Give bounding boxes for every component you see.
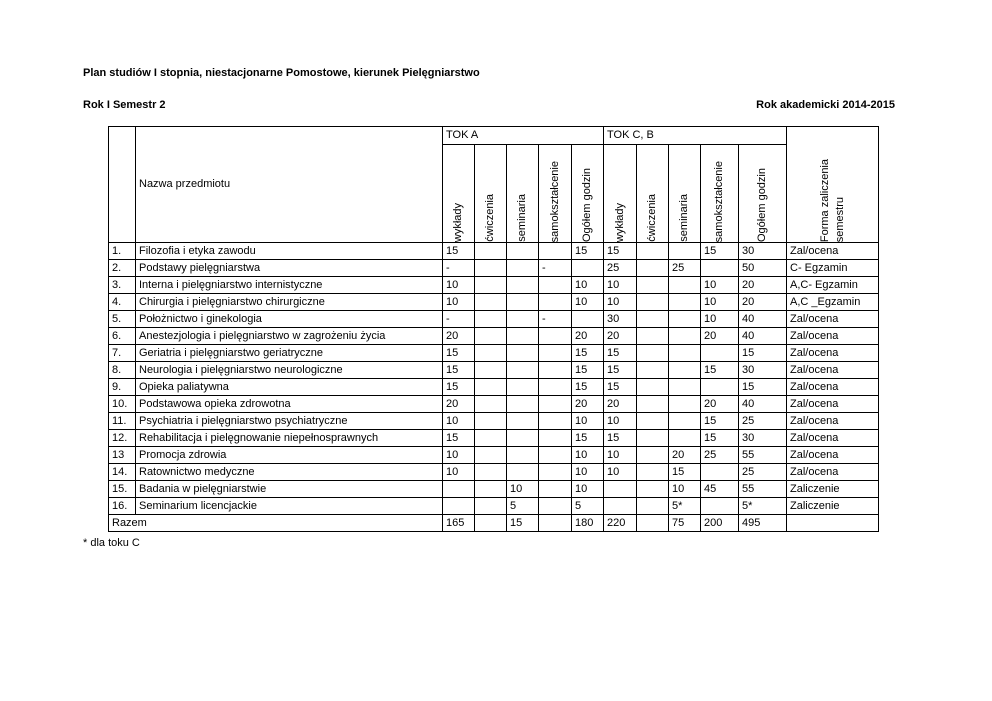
cell-cb-4: 55 xyxy=(739,447,787,464)
cell-a-3 xyxy=(539,294,572,311)
col-header-a-ogolem: Ogółem godzin xyxy=(572,145,604,243)
cell-a-3 xyxy=(539,481,572,498)
cell-cb-3 xyxy=(701,379,739,396)
cell-cb-1 xyxy=(637,345,669,362)
cell-a-3: - xyxy=(539,260,572,277)
cell-cb-1 xyxy=(637,260,669,277)
cell-cb-4: 30 xyxy=(739,243,787,260)
cell-cb-0: 15 xyxy=(604,379,637,396)
cell-a-2 xyxy=(507,243,539,260)
cell-cb-2: 5* xyxy=(669,498,701,515)
cell-cb-0: 10 xyxy=(604,294,637,311)
cell-cb-1 xyxy=(637,277,669,294)
subject-name: Filozofia i etyka zawodu xyxy=(136,243,443,260)
cell-cb-0: 20 xyxy=(604,328,637,345)
cell-a-0: 10 xyxy=(443,413,475,430)
table-row xyxy=(109,260,879,277)
cell-cb-4: 40 xyxy=(739,328,787,345)
col-header-cb-seminaria: seminaria xyxy=(669,145,701,243)
table-row xyxy=(109,294,879,311)
cell-a-3 xyxy=(539,277,572,294)
subject-name: Rehabilitacja i pielęgnowanie niepełnosprawnych xyxy=(136,430,443,447)
cell-cb-4: 30 xyxy=(739,362,787,379)
total-a-2: 15 xyxy=(507,515,539,532)
group-cb-header: TOK C, B xyxy=(604,127,787,145)
form-of-credit: Zal/ocena xyxy=(787,328,879,345)
cell-cb-3: 45 xyxy=(701,481,739,498)
cell-cb-2 xyxy=(669,379,701,396)
subject-name: Seminarium licencjackie xyxy=(136,498,443,515)
cell-cb-1 xyxy=(637,464,669,481)
row-number: 3. xyxy=(109,277,136,294)
cell-cb-4: 30 xyxy=(739,430,787,447)
cell-a-0: 10 xyxy=(443,277,475,294)
form-of-credit: Zal/ocena xyxy=(787,379,879,396)
cell-cb-0: 10 xyxy=(604,413,637,430)
cell-cb-1 xyxy=(637,311,669,328)
table-row xyxy=(109,328,879,345)
cell-a-2 xyxy=(507,277,539,294)
cell-cb-2: 20 xyxy=(669,447,701,464)
total-cb-0: 220 xyxy=(604,515,637,532)
cell-a-0 xyxy=(443,498,475,515)
header-number-cell xyxy=(109,127,136,243)
cell-cb-1 xyxy=(637,362,669,379)
cell-cb-0: 20 xyxy=(604,396,637,413)
subject-name: Neurologia i pielęgniarstwo neurologiczne xyxy=(136,362,443,379)
cell-a-1 xyxy=(475,277,507,294)
cell-cb-1 xyxy=(637,447,669,464)
cell-a-0: 10 xyxy=(443,294,475,311)
col-header-cb-wyklady: wykłady xyxy=(604,145,637,243)
cell-cb-1 xyxy=(637,498,669,515)
col-header-a-wyklady: wykłady xyxy=(443,145,475,243)
cell-cb-0 xyxy=(604,481,637,498)
table-row xyxy=(109,498,879,515)
cell-a-3 xyxy=(539,345,572,362)
cell-a-1 xyxy=(475,243,507,260)
cell-a-3 xyxy=(539,430,572,447)
cell-a-0: 15 xyxy=(443,345,475,362)
cell-cb-1 xyxy=(637,294,669,311)
cell-a-2 xyxy=(507,362,539,379)
cell-a-2: 5 xyxy=(507,498,539,515)
cell-a-4: 15 xyxy=(572,362,604,379)
cell-a-3 xyxy=(539,413,572,430)
cell-cb-4: 15 xyxy=(739,345,787,362)
cell-cb-3: 10 xyxy=(701,311,739,328)
subject-name: Opieka paliatywna xyxy=(136,379,443,396)
cell-a-1 xyxy=(475,379,507,396)
total-form xyxy=(787,515,879,532)
cell-a-0: 20 xyxy=(443,328,475,345)
cell-a-2 xyxy=(507,396,539,413)
cell-a-4: 15 xyxy=(572,379,604,396)
semester-label: Rok I Semestr 2 xyxy=(83,99,166,111)
table-row xyxy=(109,413,879,430)
row-number: 1. xyxy=(109,243,136,260)
cell-cb-2: 15 xyxy=(669,464,701,481)
cell-cb-0: 10 xyxy=(604,464,637,481)
cell-cb-4: 40 xyxy=(739,311,787,328)
cell-cb-0: 10 xyxy=(604,277,637,294)
cell-cb-4: 15 xyxy=(739,379,787,396)
table-row xyxy=(109,464,879,481)
cell-a-4: 15 xyxy=(572,243,604,260)
total-a-1 xyxy=(475,515,507,532)
subject-name: Ratownictwo medyczne xyxy=(136,464,443,481)
form-header xyxy=(787,127,879,243)
form-of-credit: A,C- Egzamin xyxy=(787,277,879,294)
cell-cb-4: 50 xyxy=(739,260,787,277)
row-number: 15. xyxy=(109,481,136,498)
cell-a-1 xyxy=(475,328,507,345)
table-row xyxy=(109,396,879,413)
col-header-a-samoksztalcenie: samokształcenie xyxy=(539,145,572,243)
subject-name: Geriatria i pielęgniarstwo geriatryczne xyxy=(136,345,443,362)
cell-a-1 xyxy=(475,311,507,328)
table-row xyxy=(109,447,879,464)
cell-cb-3: 25 xyxy=(701,447,739,464)
cell-a-2: 10 xyxy=(507,481,539,498)
cell-cb-3: 15 xyxy=(701,243,739,260)
cell-a-4: 10 xyxy=(572,413,604,430)
cell-a-3: - xyxy=(539,311,572,328)
cell-a-0: 10 xyxy=(443,464,475,481)
form-of-credit: Zal/ocena xyxy=(787,413,879,430)
cell-a-3 xyxy=(539,464,572,481)
table-row xyxy=(109,277,879,294)
form-of-credit: Zal/ocena xyxy=(787,430,879,447)
form-of-credit: Zal/ocena xyxy=(787,464,879,481)
cell-a-0: 15 xyxy=(443,430,475,447)
cell-a-1 xyxy=(475,396,507,413)
cell-cb-2 xyxy=(669,413,701,430)
cell-a-4: 10 xyxy=(572,294,604,311)
cell-cb-0: 15 xyxy=(604,362,637,379)
cell-a-0: 15 xyxy=(443,243,475,260)
cell-a-1 xyxy=(475,430,507,447)
row-number: 7. xyxy=(109,345,136,362)
row-number: 4. xyxy=(109,294,136,311)
cell-cb-1 xyxy=(637,243,669,260)
row-number: 9. xyxy=(109,379,136,396)
cell-cb-0: 25 xyxy=(604,260,637,277)
cell-a-1 xyxy=(475,413,507,430)
cell-cb-4: 20 xyxy=(739,277,787,294)
row-number: 12. xyxy=(109,430,136,447)
subject-name: Anestezjologia i pielęgniarstwo w zagrożeniu życia xyxy=(136,328,443,345)
cell-cb-3: 15 xyxy=(701,362,739,379)
group-a-header: TOK A xyxy=(443,127,604,145)
cell-a-4 xyxy=(572,260,604,277)
cell-cb-3: 15 xyxy=(701,430,739,447)
form-of-credit: Zal/ocena xyxy=(787,243,879,260)
subject-name: Chirurgia i pielęgniarstwo chirurgiczne xyxy=(136,294,443,311)
table-row xyxy=(109,481,879,498)
cell-cb-0 xyxy=(604,498,637,515)
form-of-credit: Zaliczenie xyxy=(787,498,879,515)
cell-a-1 xyxy=(475,345,507,362)
cell-cb-3: 10 xyxy=(701,294,739,311)
cell-a-2 xyxy=(507,464,539,481)
form-of-credit: Zal/ocena xyxy=(787,396,879,413)
table-row xyxy=(109,311,879,328)
cell-a-4: 15 xyxy=(572,345,604,362)
cell-cb-3: 20 xyxy=(701,396,739,413)
form-of-credit: Zal/ocena xyxy=(787,345,879,362)
cell-cb-0: 30 xyxy=(604,311,637,328)
row-number: 14. xyxy=(109,464,136,481)
cell-cb-2: 25 xyxy=(669,260,701,277)
cell-a-2 xyxy=(507,379,539,396)
footnote: * dla toku C xyxy=(83,537,140,549)
cell-a-2 xyxy=(507,345,539,362)
col-header-cb-samoksztalcenie: samokształcenie xyxy=(701,145,739,243)
academic-year-label: Rok akademicki 2014-2015 xyxy=(756,99,895,111)
cell-a-0: 20 xyxy=(443,396,475,413)
subject-name: Położnictwo i ginekologia xyxy=(136,311,443,328)
total-label: Razem xyxy=(109,515,443,532)
cell-a-4: 10 xyxy=(572,464,604,481)
subject-name: Podstawy pielęgniarstwa xyxy=(136,260,443,277)
cell-a-0: 10 xyxy=(443,447,475,464)
cell-a-1 xyxy=(475,447,507,464)
row-number: 13 xyxy=(109,447,136,464)
cell-a-1 xyxy=(475,481,507,498)
cell-a-4 xyxy=(572,311,604,328)
row-number: 10. xyxy=(109,396,136,413)
cell-a-0: 15 xyxy=(443,362,475,379)
cell-a-0: - xyxy=(443,260,475,277)
table-row xyxy=(109,362,879,379)
row-number: 6. xyxy=(109,328,136,345)
cell-a-2 xyxy=(507,430,539,447)
cell-a-3 xyxy=(539,362,572,379)
total-cb-1 xyxy=(637,515,669,532)
form-of-credit: Zaliczenie xyxy=(787,481,879,498)
form-of-credit: C- Egzamin xyxy=(787,260,879,277)
total-a-0: 165 xyxy=(443,515,475,532)
cell-cb-3 xyxy=(701,345,739,362)
row-number: 8. xyxy=(109,362,136,379)
row-number: 11. xyxy=(109,413,136,430)
cell-cb-3: 15 xyxy=(701,413,739,430)
table-row xyxy=(109,243,879,260)
cell-a-1 xyxy=(475,498,507,515)
cell-a-1 xyxy=(475,362,507,379)
form-header-line1: Forma zaliczenia xyxy=(818,158,831,242)
cell-cb-2 xyxy=(669,294,701,311)
cell-cb-3 xyxy=(701,260,739,277)
total-a-4: 180 xyxy=(572,515,604,532)
cell-cb-0: 15 xyxy=(604,430,637,447)
form-of-credit: A,C _Egzamin xyxy=(787,294,879,311)
row-number: 5. xyxy=(109,311,136,328)
cell-a-4: 15 xyxy=(572,430,604,447)
cell-cb-1 xyxy=(637,430,669,447)
cell-cb-4: 20 xyxy=(739,294,787,311)
table-row xyxy=(109,345,879,362)
cell-a-0: 15 xyxy=(443,379,475,396)
subject-name: Promocja zdrowia xyxy=(136,447,443,464)
cell-cb-2: 10 xyxy=(669,481,701,498)
cell-cb-2 xyxy=(669,345,701,362)
table-row xyxy=(109,430,879,447)
cell-a-2 xyxy=(507,294,539,311)
cell-a-1 xyxy=(475,294,507,311)
cell-a-3 xyxy=(539,447,572,464)
total-row xyxy=(109,515,879,532)
cell-cb-1 xyxy=(637,413,669,430)
cell-cb-2 xyxy=(669,430,701,447)
cell-a-0 xyxy=(443,481,475,498)
cell-a-1 xyxy=(475,464,507,481)
cell-a-3 xyxy=(539,328,572,345)
col-header-cb-ogolem: Ogółem godzin xyxy=(739,145,787,243)
cell-a-0: - xyxy=(443,311,475,328)
cell-a-2 xyxy=(507,328,539,345)
total-cb-2: 75 xyxy=(669,515,701,532)
cell-cb-4: 55 xyxy=(739,481,787,498)
col-header-a-cwiczenia: ćwiczenia xyxy=(475,145,507,243)
cell-a-1 xyxy=(475,260,507,277)
cell-a-3 xyxy=(539,379,572,396)
total-a-3 xyxy=(539,515,572,532)
cell-cb-3 xyxy=(701,498,739,515)
table-row xyxy=(109,379,879,396)
cell-a-3 xyxy=(539,498,572,515)
cell-cb-1 xyxy=(637,379,669,396)
document-title: Plan studiów I stopnia, niestacjonarne Pomostowe, kierunek Pielęgniarstwo xyxy=(83,67,480,79)
form-of-credit: Zal/ocena xyxy=(787,362,879,379)
cell-cb-2 xyxy=(669,243,701,260)
cell-cb-0: 10 xyxy=(604,447,637,464)
cell-a-4: 10 xyxy=(572,481,604,498)
cell-a-2 xyxy=(507,447,539,464)
cell-a-4: 20 xyxy=(572,328,604,345)
cell-cb-2 xyxy=(669,362,701,379)
subject-name: Psychiatria i pielęgniarstwo psychiatryczne xyxy=(136,413,443,430)
cell-cb-1 xyxy=(637,396,669,413)
cell-cb-0: 15 xyxy=(604,243,637,260)
form-of-credit: Zal/ocena xyxy=(787,311,879,328)
col-header-a-seminaria: seminaria xyxy=(507,145,539,243)
cell-a-2 xyxy=(507,311,539,328)
cell-a-3 xyxy=(539,243,572,260)
cell-a-4: 5 xyxy=(572,498,604,515)
cell-a-2 xyxy=(507,413,539,430)
cell-a-4: 10 xyxy=(572,447,604,464)
cell-a-4: 20 xyxy=(572,396,604,413)
cell-cb-2 xyxy=(669,328,701,345)
subject-name-header: Nazwa przedmiotu xyxy=(136,127,443,243)
form-header-line2: semestru xyxy=(833,196,846,242)
cell-cb-3 xyxy=(701,464,739,481)
cell-cb-0: 15 xyxy=(604,345,637,362)
cell-cb-1 xyxy=(637,481,669,498)
subject-name: Interna i pielęgniarstwo internistyczne xyxy=(136,277,443,294)
cell-cb-3: 20 xyxy=(701,328,739,345)
subject-name: Badania w pielęgniarstwie xyxy=(136,481,443,498)
subject-name: Podstawowa opieka zdrowotna xyxy=(136,396,443,413)
total-cb-4: 495 xyxy=(739,515,787,532)
cell-cb-2 xyxy=(669,277,701,294)
cell-cb-2 xyxy=(669,396,701,413)
row-number: 2. xyxy=(109,260,136,277)
study-plan-body xyxy=(109,243,879,532)
col-header-cb-cwiczenia: ćwiczenia xyxy=(637,145,669,243)
cell-cb-3: 10 xyxy=(701,277,739,294)
row-number: 16. xyxy=(109,498,136,515)
form-of-credit: Zal/ocena xyxy=(787,447,879,464)
cell-cb-4: 25 xyxy=(739,464,787,481)
cell-a-4: 10 xyxy=(572,277,604,294)
total-cb-3: 200 xyxy=(701,515,739,532)
cell-cb-4: 40 xyxy=(739,396,787,413)
cell-cb-2 xyxy=(669,311,701,328)
cell-a-3 xyxy=(539,396,572,413)
cell-cb-4: 5* xyxy=(739,498,787,515)
study-plan-table xyxy=(108,126,879,532)
cell-a-2 xyxy=(507,260,539,277)
cell-cb-4: 25 xyxy=(739,413,787,430)
cell-cb-1 xyxy=(637,328,669,345)
